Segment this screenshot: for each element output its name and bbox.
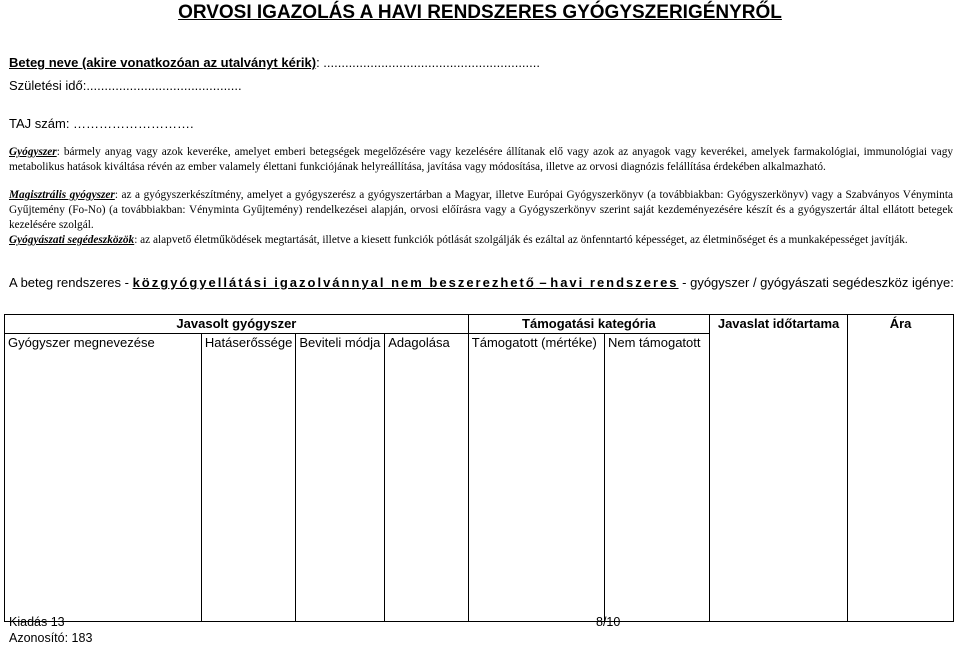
header-javasolt-gyogyszer: Javasolt gyógyszer (5, 315, 469, 334)
patient-name-label: Beteg neve (akire vonatkozóan az utalványt kérik) (9, 55, 317, 70)
statement-part1: közgyógyellátási igazolvánnyal nem beszerezhető (132, 275, 536, 290)
statement-part2: havi rendszeres (550, 275, 679, 290)
header-ara: Ára (848, 315, 954, 622)
patient-name-line (9, 55, 540, 70)
term-magisztralis: Magisztrális gyógyszer (9, 189, 115, 201)
text-magisztralis: : az a gyógyszerkészítmény, amelyet a gyógyszerész a gyógyszertárban a Magyar, illetve Európai Gyógyszerkönyv (a továbbiakban: Gyógyszerkönyv) vagy a Szabványos Vényminta Gyűjtemény (Fo-No) (a továbbiakban: Vényminta Gyűjtemény) rendelkezései alapján, orvosi előírásra vagy a Gyógyszerkönyv szerint saját kezdeményezésére készít és a gyógyszertár által ellátott betegek kezelésére szolgál. (9, 189, 953, 231)
statement-suffix: - gyógyszer / gyógyászati segédeszköz igénye: (678, 275, 954, 290)
definition-gyogyszer (9, 145, 953, 175)
subheader-nem-tamogatott: Nem támogatott (605, 334, 710, 622)
statement-prefix: A beteg rendszeres - (9, 275, 133, 290)
subheader-gyogyszer-megnevezese: Gyógyszer megnevezése (5, 334, 202, 622)
footer-edition: Kiadás 13 (9, 615, 65, 629)
header-javaslat-idotartama: Javaslat időtartama (709, 315, 847, 622)
term-gyogyszer: Gyógyszer (9, 146, 57, 158)
footer-page-number: 8/10 (596, 615, 621, 629)
birth-date-line: Születési idő:........................................... (9, 78, 242, 93)
medication-table (4, 314, 954, 622)
term-segedeszkoz: Gyógyászati segédeszközök (9, 234, 135, 246)
footer-id: Azonosító: 183 (9, 631, 93, 645)
table-header-row (5, 315, 954, 334)
patient-name-dots: : ............................................................ (316, 55, 540, 70)
subheader-tamogatott: Támogatott (mértéke) (468, 334, 604, 622)
taj-line: TAJ szám: ………………………. (9, 116, 194, 131)
header-tamogatasi-kategoria: Támogatási kategória (468, 315, 709, 334)
document-title: ORVOSI IGAZOLÁS A HAVI RENDSZERES GYÓGYSZERIGÉNYRŐL (178, 2, 782, 23)
subheader-hataserossege: Hatáserőssége (201, 334, 295, 622)
subheader-beviteli-modja: Beviteli módja (296, 334, 385, 622)
subheader-adagolasa: Adagolása (385, 334, 469, 622)
statement-dash: – (535, 275, 551, 290)
text-gyogyszer: : bármely anyag vagy azok keveréke, amelyet emberi betegségek megelőzésére vagy kezelésére állítanak elő vagy azok az anyagok vagy keverékei, amelyek farmakológiai, immunológiai vagy metabolikus hatások kiváltása révén az ember valamely élettani funkciójának helyreállítása, javítása vagy módosítása, illetve az orvosi diagnózis felállítása érdekében alkalmazható. (9, 146, 953, 173)
definition-segedeszkoz (9, 233, 953, 248)
statement-line (9, 275, 954, 290)
text-segedeszkoz: : az alapvető életműködések megtartását, illetve a kiesett funkciók pótlását szolgálják és ezáltal az önfenntartó képességet, az életminőséget és a munkaképességet javítják. (134, 234, 908, 246)
definition-magisztralis (9, 188, 953, 233)
